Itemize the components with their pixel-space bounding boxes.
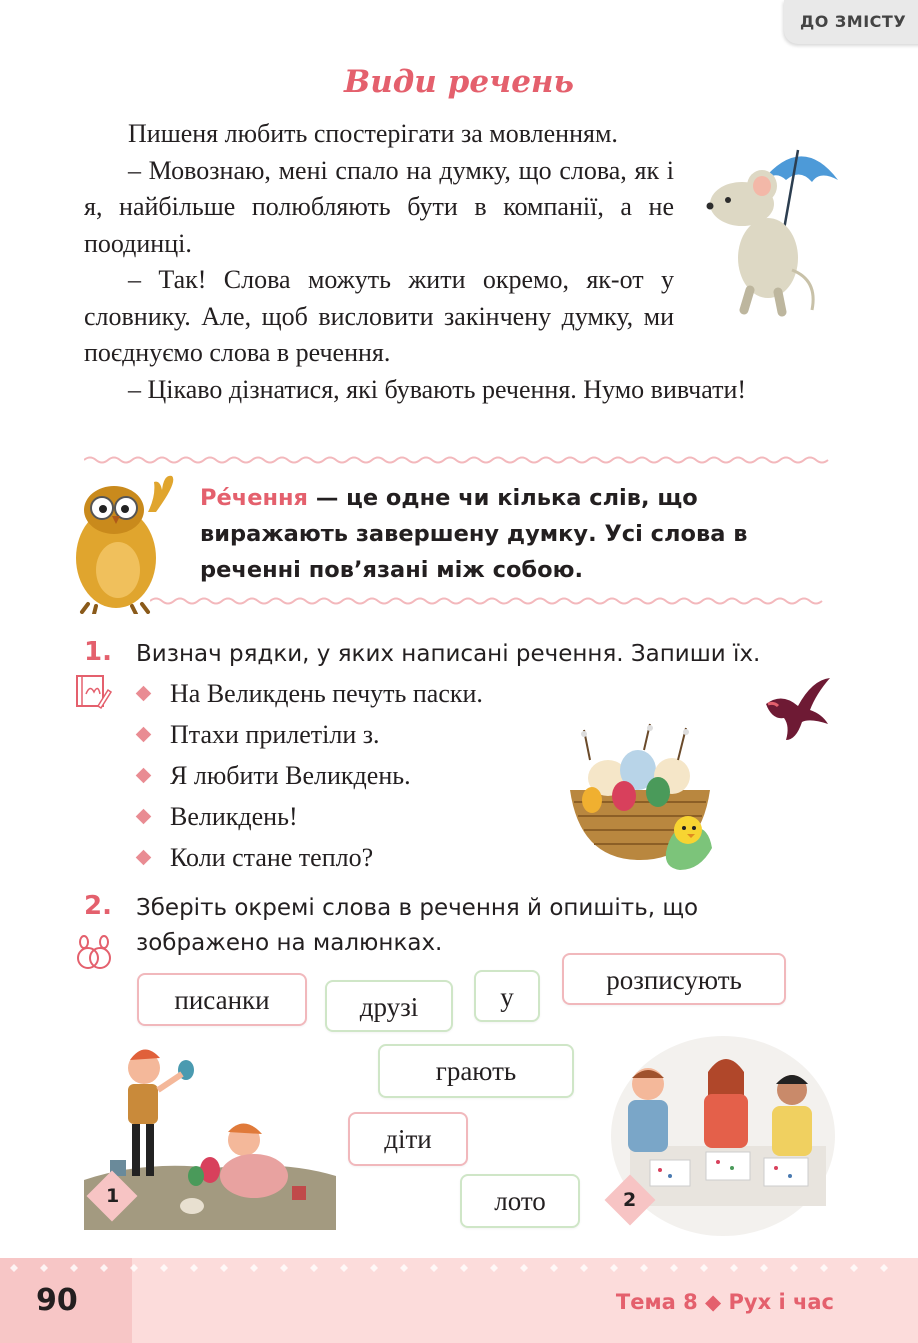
list-item: Коли стане тепло? — [134, 838, 483, 879]
toc-button[interactable]: ДО ЗМІСТУ — [784, 0, 918, 44]
picture-1-label: 1 — [106, 1185, 120, 1207]
diamond-bullet-icon — [136, 809, 152, 825]
task-2-number: 2. — [84, 891, 112, 921]
diamond-bullet-icon — [136, 727, 152, 743]
intro-paragraph-2: – Мовознаю, мені спало на думку, що слова, як і я, найбільше полюбляють бути в компанії, а не поодинці. — [84, 155, 674, 258]
intro-paragraph-1: Пишеня любить спостерігати за мовленням. — [128, 119, 618, 148]
mouse-with-umbrella-illustration — [700, 140, 840, 320]
task-1-text: Визнач рядки, у яких написані речення. Запиши їх. — [136, 641, 761, 667]
owl-illustration — [66, 472, 186, 614]
word-card-rozpysuiut: розписують — [562, 953, 786, 1005]
list-item: На Великдень печуть паски. — [134, 674, 483, 715]
diamond-bullet-icon — [136, 850, 152, 866]
word-card-druzi: друзі — [325, 980, 453, 1032]
rule-definition-text: — це одне чи кілька слів, що виражають завершену думку. Усі слова в реченні пов’язані між собою. — [200, 485, 748, 583]
footer-theme-label: Тема 8 ◆ Рух і час — [615, 1290, 834, 1314]
page-number: 90 — [36, 1283, 78, 1318]
word-card-u: у — [474, 970, 540, 1022]
intro-paragraph-3: – Так! Слова можуть жити окремо, як-от у словнику. Але, щоб висловити закінчену думку, ми поєднуємо слова в речення. — [84, 265, 674, 367]
write-notebook-icon — [74, 672, 112, 710]
divider-bottom — [150, 596, 832, 606]
list-item: Я любити Великдень. — [134, 756, 483, 797]
picture-2-label: 2 — [623, 1189, 637, 1211]
list-item: Великдень! — [134, 797, 483, 838]
task-1-list — [134, 674, 483, 879]
task-1-number: 1. — [84, 637, 112, 667]
rule-term: Ре́чення — [200, 485, 308, 511]
word-card-loto: лото — [460, 1174, 580, 1228]
word-card-pysanky: писанки — [137, 973, 307, 1026]
divider-top — [84, 455, 832, 465]
word-card-dity: діти — [348, 1112, 468, 1166]
list-item: Птахи прилетіли з. — [134, 715, 483, 756]
intro-paragraph-4: – Цікаво дізнатися, які бувають речення. Нумо вивчати! — [128, 374, 747, 404]
diamond-bullet-icon — [136, 686, 152, 702]
task-2-text: Зберіть окремі слова в речення й опишіть, що зображено на малюнках. — [136, 895, 699, 956]
pair-work-icon — [74, 934, 114, 974]
footer-ornament — [0, 1260, 918, 1276]
page-title: Види речень — [344, 64, 574, 100]
easter-basket-illustration — [560, 720, 720, 878]
word-card-hraiut: грають — [378, 1044, 574, 1098]
swallow-illustration — [760, 674, 832, 742]
rule-definition — [200, 480, 836, 588]
diamond-bullet-icon — [136, 768, 152, 784]
